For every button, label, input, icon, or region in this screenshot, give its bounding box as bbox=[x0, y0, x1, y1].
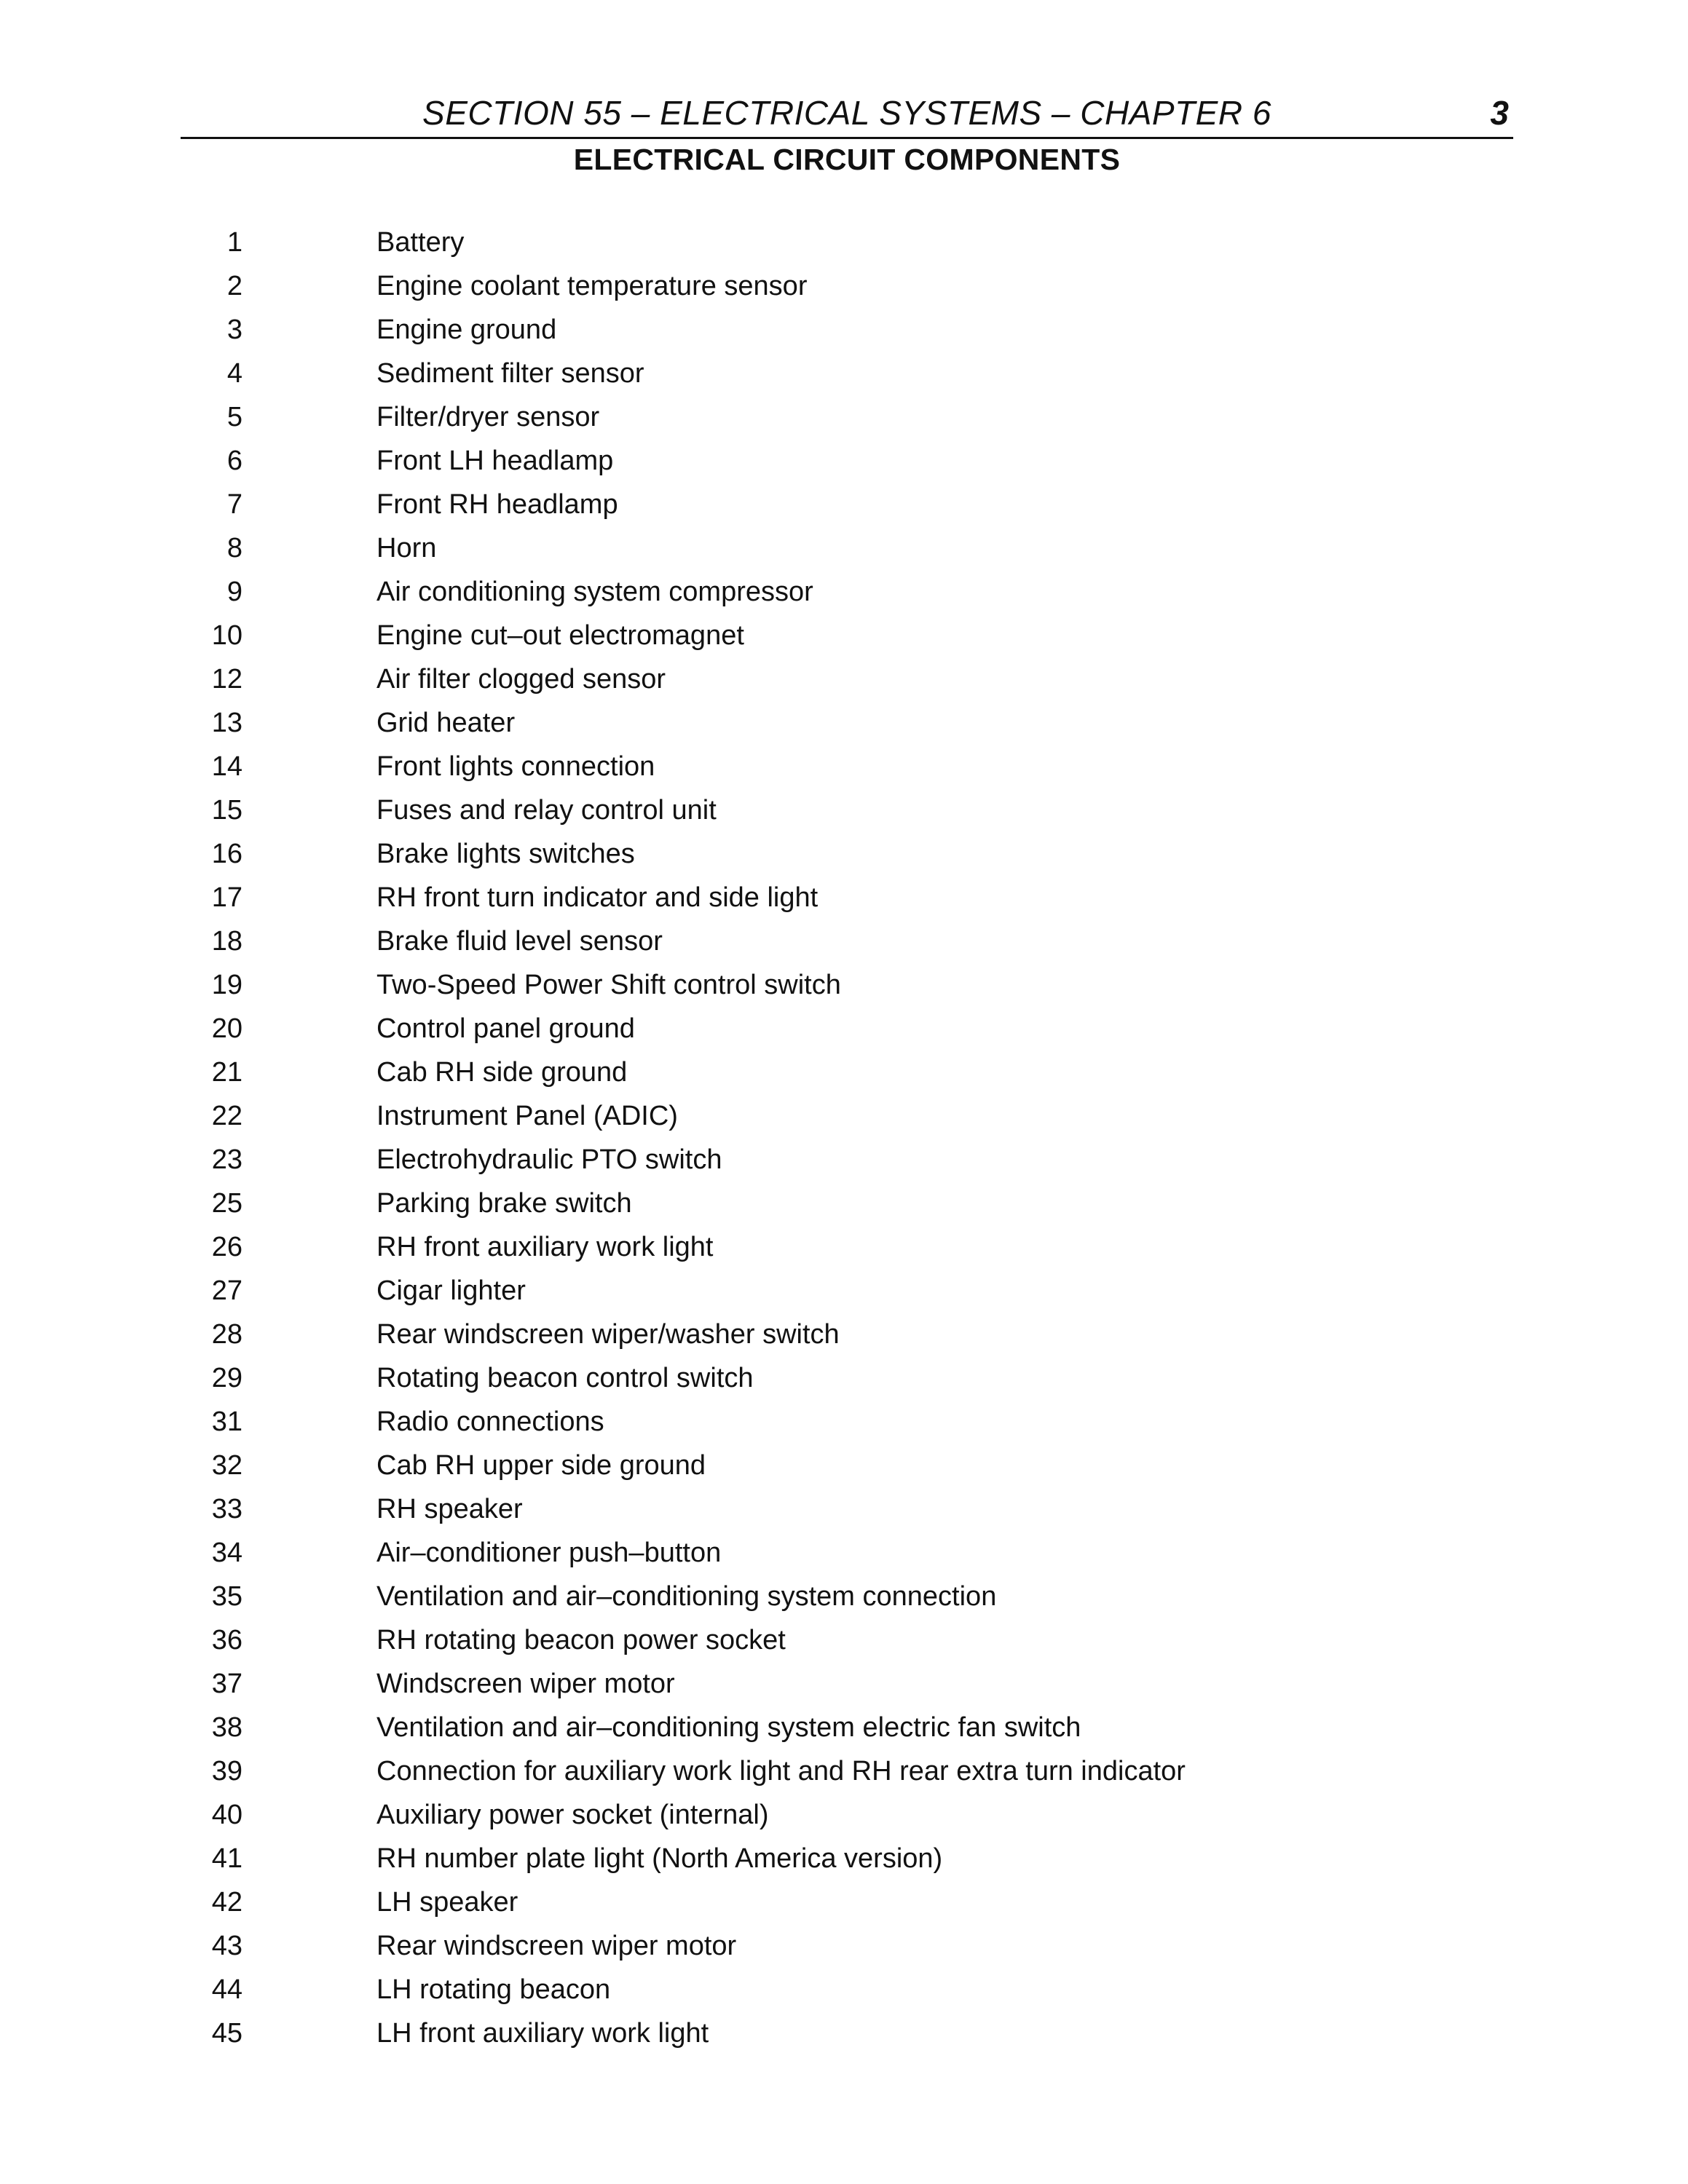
list-item bbox=[0, 832, 1688, 876]
component-number: 37 bbox=[211, 1669, 242, 1699]
list-item bbox=[0, 526, 1688, 570]
component-name: LH rotating beacon bbox=[376, 1974, 611, 2005]
component-number: 40 bbox=[211, 1800, 242, 1830]
list-item bbox=[0, 1924, 1688, 1968]
component-name: Rear windscreen wiper motor bbox=[376, 1931, 737, 1961]
list-item bbox=[0, 221, 1688, 264]
list-item bbox=[0, 1225, 1688, 1269]
component-number: 21 bbox=[211, 1057, 242, 1088]
component-name: Air conditioning system compressor bbox=[376, 577, 813, 607]
component-name: Fuses and relay control unit bbox=[376, 795, 717, 826]
component-number: 14 bbox=[211, 751, 242, 782]
component-number: 38 bbox=[211, 1712, 242, 1743]
list-item bbox=[0, 1968, 1688, 2011]
component-name: LH front auxiliary work light bbox=[376, 2018, 709, 2049]
list-item bbox=[0, 1094, 1688, 1138]
component-number: 4 bbox=[226, 358, 242, 389]
component-name: Parking brake switch bbox=[376, 1188, 632, 1219]
list-item bbox=[0, 1269, 1688, 1313]
list-item bbox=[0, 352, 1688, 395]
list-item bbox=[0, 308, 1688, 352]
component-name: Battery bbox=[376, 227, 465, 258]
list-item bbox=[0, 1531, 1688, 1575]
list-item bbox=[0, 1356, 1688, 1400]
component-name: Radio connections bbox=[376, 1406, 604, 1437]
component-name: Instrument Panel (ADIC) bbox=[376, 1101, 678, 1131]
list-item bbox=[0, 1575, 1688, 1618]
component-number: 22 bbox=[211, 1101, 242, 1131]
component-name: Cab RH upper side ground bbox=[376, 1450, 706, 1481]
list-item bbox=[0, 614, 1688, 657]
component-number: 19 bbox=[211, 970, 242, 1000]
component-number: 2 bbox=[226, 271, 242, 301]
list-item bbox=[0, 439, 1688, 483]
component-name: Filter/dryer sensor bbox=[376, 402, 600, 432]
list-item bbox=[0, 1880, 1688, 1924]
list-item bbox=[0, 1837, 1688, 1880]
list-item bbox=[0, 701, 1688, 745]
component-number: 43 bbox=[211, 1931, 242, 1961]
list-item bbox=[0, 570, 1688, 614]
component-number: 9 bbox=[226, 577, 242, 607]
list-item bbox=[0, 1400, 1688, 1444]
component-number: 18 bbox=[211, 926, 242, 957]
component-name: Front LH headlamp bbox=[376, 446, 614, 476]
component-number: 13 bbox=[211, 708, 242, 738]
component-name: Horn bbox=[376, 533, 437, 563]
component-number: 44 bbox=[211, 1974, 242, 2005]
list-item bbox=[0, 919, 1688, 963]
component-name: Auxiliary power socket (internal) bbox=[376, 1800, 769, 1830]
component-name: Sediment filter sensor bbox=[376, 358, 644, 389]
component-name: RH front turn indicator and side light bbox=[376, 882, 819, 913]
component-list bbox=[0, 221, 1688, 2055]
component-name: RH rotating beacon power socket bbox=[376, 1625, 786, 1655]
component-number: 39 bbox=[211, 1756, 242, 1787]
list-item bbox=[0, 745, 1688, 788]
component-name: Ventilation and air–conditioning system electric fan switch bbox=[376, 1712, 1081, 1743]
component-name: Engine cut–out electromagnet bbox=[376, 620, 744, 651]
component-number: 31 bbox=[211, 1406, 242, 1437]
component-name: Air filter clogged sensor bbox=[376, 664, 666, 695]
component-name: Windscreen wiper motor bbox=[376, 1669, 675, 1699]
component-number: 3 bbox=[226, 314, 242, 345]
list-item bbox=[0, 1749, 1688, 1793]
component-name: Brake fluid level sensor bbox=[376, 926, 663, 957]
list-item bbox=[0, 657, 1688, 701]
component-name: Grid heater bbox=[376, 708, 516, 738]
component-number: 8 bbox=[226, 533, 242, 563]
component-number: 20 bbox=[211, 1013, 242, 1044]
component-number: 26 bbox=[211, 1232, 242, 1262]
component-name: Air–conditioner push–button bbox=[376, 1538, 722, 1568]
component-number: 34 bbox=[211, 1538, 242, 1568]
component-name: Cigar lighter bbox=[376, 1275, 526, 1306]
component-number: 25 bbox=[211, 1188, 242, 1219]
list-item bbox=[0, 1182, 1688, 1225]
component-name: Brake lights switches bbox=[376, 839, 635, 869]
component-number: 45 bbox=[211, 2018, 242, 2049]
component-name: Front lights connection bbox=[376, 751, 655, 782]
list-item bbox=[0, 1618, 1688, 1662]
document-title: ELECTRICAL CIRCUIT COMPONENTS bbox=[573, 143, 1121, 176]
component-name: Control panel ground bbox=[376, 1013, 635, 1044]
component-number: 6 bbox=[226, 446, 242, 476]
component-number: 23 bbox=[211, 1144, 242, 1175]
list-item bbox=[0, 1138, 1688, 1182]
component-number: 29 bbox=[211, 1363, 242, 1393]
component-number: 17 bbox=[211, 882, 242, 913]
component-name: Engine coolant temperature sensor bbox=[376, 271, 808, 301]
list-item bbox=[0, 1706, 1688, 1749]
component-number: 1 bbox=[226, 227, 242, 258]
list-item bbox=[0, 1793, 1688, 1837]
component-name: Connection for auxiliary work light and RH rear extra turn indicator bbox=[376, 1756, 1186, 1787]
component-number: 7 bbox=[226, 489, 242, 520]
component-number: 35 bbox=[211, 1581, 242, 1612]
list-item bbox=[0, 395, 1688, 439]
list-item bbox=[0, 1007, 1688, 1051]
component-name: Front RH headlamp bbox=[376, 489, 618, 520]
component-name: RH speaker bbox=[376, 1494, 523, 1524]
component-number: 10 bbox=[211, 620, 242, 651]
list-item bbox=[0, 1662, 1688, 1706]
component-number: 42 bbox=[211, 1887, 242, 1918]
component-number: 15 bbox=[211, 795, 242, 826]
list-item bbox=[0, 1444, 1688, 1487]
component-name: Electrohydraulic PTO switch bbox=[376, 1144, 722, 1175]
component-number: 28 bbox=[211, 1319, 242, 1350]
component-number: 16 bbox=[211, 839, 242, 869]
component-name: Two-Speed Power Shift control switch bbox=[376, 970, 841, 1000]
section-title: SECTION 55 – ELECTRICAL SYSTEMS – CHAPTER 6 bbox=[422, 94, 1271, 132]
page-number: 3 bbox=[1490, 94, 1509, 132]
list-item bbox=[0, 264, 1688, 308]
list-item bbox=[0, 963, 1688, 1007]
component-number: 27 bbox=[211, 1275, 242, 1306]
list-item bbox=[0, 1313, 1688, 1356]
component-name: RH front auxiliary work light bbox=[376, 1232, 714, 1262]
list-item bbox=[0, 876, 1688, 919]
component-number: 41 bbox=[211, 1843, 242, 1874]
component-number: 5 bbox=[226, 402, 242, 432]
component-name: Rear windscreen wiper/washer switch bbox=[376, 1319, 840, 1350]
list-item bbox=[0, 2011, 1688, 2055]
component-name: Engine ground bbox=[376, 314, 557, 345]
component-name: RH number plate light (North America version) bbox=[376, 1843, 943, 1874]
list-item bbox=[0, 788, 1688, 832]
component-name: Rotating beacon control switch bbox=[376, 1363, 754, 1393]
page-header bbox=[181, 86, 1513, 139]
component-number: 32 bbox=[211, 1450, 242, 1481]
list-item bbox=[0, 1487, 1688, 1531]
component-name: Ventilation and air–conditioning system connection bbox=[376, 1581, 997, 1612]
component-name: Cab RH side ground bbox=[376, 1057, 628, 1088]
component-number: 12 bbox=[211, 664, 242, 695]
component-name: LH speaker bbox=[376, 1887, 518, 1918]
list-item bbox=[0, 1051, 1688, 1094]
list-item bbox=[0, 483, 1688, 526]
component-number: 36 bbox=[211, 1625, 242, 1655]
component-number: 33 bbox=[211, 1494, 242, 1524]
